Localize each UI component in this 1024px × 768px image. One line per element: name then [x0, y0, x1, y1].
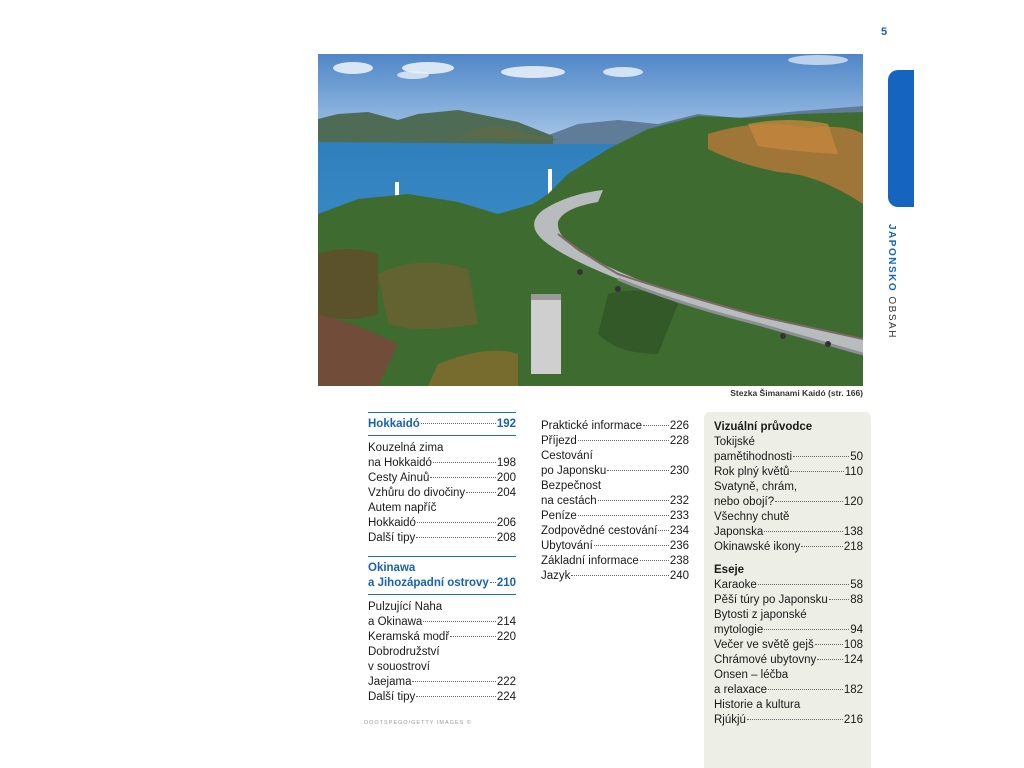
toc-entry-page: 94 — [850, 624, 863, 636]
leader-dots — [793, 456, 849, 457]
toc-entry-line: Svatyně, chrám, — [714, 481, 798, 493]
toc-entry-page: 216 — [843, 714, 863, 726]
toc-entry[interactable] — [368, 501, 516, 531]
toc-entry[interactable] — [714, 435, 863, 465]
toc-entry-title: Karaoke — [714, 579, 757, 591]
leader-dots — [758, 584, 849, 585]
leader-dots — [416, 696, 496, 697]
toc-entry-title: na cestách — [541, 495, 597, 507]
toc-entry-title: po Japonsku — [541, 465, 607, 477]
toc-entry-line: Autem napříč — [368, 502, 437, 514]
toc-entry-title: Okinawské ikony — [714, 541, 801, 553]
toc-entry-title: Chrámové ubytovny — [714, 654, 817, 666]
leader-dots — [764, 629, 849, 630]
leader-dots — [416, 537, 496, 538]
toc-entry-page: 224 — [496, 691, 516, 703]
toc-entry[interactable] — [541, 419, 689, 434]
toc-entry[interactable] — [368, 690, 516, 705]
toc-entry-line: Pulzující Naha — [368, 601, 443, 613]
toc-entry-page: 214 — [496, 616, 516, 628]
toc-entry-page: 208 — [496, 532, 516, 544]
toc-column-practical — [541, 419, 689, 584]
toc-entry[interactable] — [368, 600, 516, 630]
toc-entry-line: v souostroví — [368, 661, 430, 673]
leader-dots — [829, 599, 849, 600]
toc-entry[interactable] — [541, 434, 689, 449]
toc-entry[interactable] — [714, 593, 863, 608]
toc-entry-page: 108 — [843, 639, 863, 651]
chapter-subtitle: OBSAH — [886, 296, 897, 339]
leader-dots — [640, 560, 669, 561]
toc-entry-page: 198 — [496, 457, 516, 469]
page-number: 5 — [881, 26, 888, 38]
toc-entry-page: 228 — [669, 435, 689, 447]
toc-entry-title: Další tipy — [368, 532, 416, 544]
leader-dots — [578, 440, 669, 441]
toc-entry-page: 232 — [669, 495, 689, 507]
toc-entry[interactable] — [541, 539, 689, 554]
toc-entry[interactable] — [541, 554, 689, 569]
section-heading-title: Hokkaidó — [368, 418, 420, 430]
toc-entry[interactable] — [714, 698, 863, 728]
chapter-name: JAPONSKO — [886, 224, 897, 293]
toc-entry-title: Ubytování — [541, 540, 593, 552]
leader-dots — [817, 659, 843, 660]
toc-entry-page: 222 — [496, 676, 516, 688]
leader-dots — [643, 425, 669, 426]
toc-entry-line: Cestování — [541, 450, 593, 462]
toc-entry-title: Rok plný květů — [714, 466, 790, 478]
toc-entry-page: 218 — [843, 541, 863, 553]
leader-dots — [433, 462, 496, 463]
toc-entry-page: 88 — [850, 594, 863, 606]
photo-caption: Stezka Šimanami Kaidó (str. 166) — [730, 388, 863, 398]
bridge-landscape-image — [318, 54, 863, 386]
toc-entry-title: Jazyk — [541, 570, 571, 582]
toc-entry-line: Onsen – léčba — [714, 669, 789, 681]
toc-entry-title: na Hokkaidó — [368, 457, 432, 469]
toc-entry-page: 124 — [843, 654, 863, 666]
toc-entry-title: Keramská modř — [368, 631, 450, 643]
toc-entry-line: Historie a kultura — [714, 699, 801, 711]
toc-column-regions — [368, 412, 516, 705]
toc-entry-title: Základní informace — [541, 555, 639, 567]
toc-entry[interactable] — [368, 441, 516, 471]
toc-entry-page: 50 — [850, 451, 863, 463]
toc-entry-page: 234 — [669, 525, 689, 537]
leader-dots — [768, 689, 843, 690]
chapter-side-label — [886, 224, 897, 339]
toc-entry-title: Japonska — [714, 526, 764, 538]
toc-entry-title: Jaejama — [368, 676, 412, 688]
toc-entry-title: pamětihodnosti — [714, 451, 792, 463]
leader-dots — [801, 546, 843, 547]
leader-dots — [747, 719, 843, 720]
toc-entry-line: Bytosti z japonské — [714, 609, 807, 621]
toc-entry-title: Vzhůru do divočiny — [368, 487, 466, 499]
leader-dots — [790, 471, 843, 472]
leader-dots — [594, 545, 669, 546]
toc-entry-line: Dobrodružství — [368, 646, 440, 658]
toc-entry-page: 220 — [496, 631, 516, 643]
cover-photo — [318, 54, 863, 386]
toc-entry-page: 138 — [843, 526, 863, 538]
section-heading-page: 210 — [496, 577, 516, 589]
toc-entry-title: Další tipy — [368, 691, 416, 703]
toc-entry[interactable] — [714, 653, 863, 668]
toc-entry[interactable] — [714, 540, 863, 555]
toc-entry-page: 120 — [843, 496, 863, 508]
toc-entry-title: Cesty Ainuů — [368, 472, 430, 484]
leader-dots — [571, 575, 668, 576]
toc-entry[interactable] — [714, 465, 863, 480]
leader-dots — [598, 500, 669, 501]
toc-entry[interactable] — [714, 578, 863, 593]
leader-dots — [607, 470, 669, 471]
photo-credit: DOOTSPEGO/GETTY IMAGES © — [364, 720, 472, 726]
group-heading-visual-guide: Vizuální průvodce — [714, 421, 813, 433]
section-heading-title: a Jihozápadní ostrovy — [368, 577, 489, 589]
toc-entry[interactable] — [541, 524, 689, 539]
toc-entry-title: mytologie — [714, 624, 764, 636]
toc-entry-line: Kouzelná zima — [368, 442, 444, 454]
toc-entry[interactable] — [714, 510, 863, 540]
leader-dots — [658, 530, 668, 531]
leader-dots — [417, 522, 496, 523]
leader-dots — [421, 423, 496, 424]
leader-dots — [775, 501, 843, 502]
leader-dots — [412, 681, 495, 682]
leader-dots — [423, 621, 495, 622]
section-heading[interactable] — [368, 556, 516, 595]
leader-dots — [450, 636, 496, 637]
toc-entry-title: a relaxace — [714, 684, 768, 696]
leader-dots — [490, 582, 496, 583]
toc-entry[interactable] — [541, 569, 689, 584]
leader-dots — [466, 492, 496, 493]
toc-entry-page: 206 — [496, 517, 516, 529]
toc-entry-title: Příjezd — [541, 435, 577, 447]
chapter-tab — [888, 70, 914, 207]
toc-entry-page: 233 — [669, 510, 689, 522]
toc-entry-page: 58 — [850, 579, 863, 591]
toc-entry[interactable] — [541, 509, 689, 524]
toc-entry-page: 226 — [669, 420, 689, 432]
toc-entry[interactable] — [368, 531, 516, 546]
toc-entry[interactable] — [714, 608, 863, 638]
toc-entry-title: nebo obojí? — [714, 496, 775, 508]
toc-entry-title: Pěší túry po Japonsku — [714, 594, 828, 606]
toc-section-hokkaido — [368, 412, 516, 546]
toc-entry[interactable] — [541, 449, 689, 479]
toc-entry[interactable] — [714, 668, 863, 698]
leader-dots — [578, 515, 669, 516]
toc-entry-title: Zodpovědné cestování — [541, 525, 658, 537]
toc-entry-title: Večer ve světě gejš — [714, 639, 814, 651]
leader-dots — [815, 644, 843, 645]
toc-entry-page: 230 — [669, 465, 689, 477]
group-heading-essays: Eseje — [714, 564, 745, 576]
toc-entry-page: 240 — [669, 570, 689, 582]
toc-entry-page: 238 — [669, 555, 689, 567]
toc-entry-title: Hokkaidó — [368, 517, 416, 529]
toc-entry-line: Bezpečnost — [541, 480, 602, 492]
toc-entry[interactable] — [368, 486, 516, 501]
toc-entry-page: 200 — [496, 472, 516, 484]
toc-entry-title: Peníze — [541, 510, 577, 522]
toc-entry[interactable] — [368, 630, 516, 645]
toc-entry-page: 236 — [669, 540, 689, 552]
toc-entry[interactable] — [368, 645, 516, 690]
toc-entry-title: a Okinawa — [368, 616, 423, 628]
toc-entry-page: 110 — [844, 466, 863, 478]
leader-dots — [764, 531, 843, 532]
toc-entry[interactable] — [714, 480, 863, 510]
section-heading-page: 192 — [496, 418, 516, 430]
section-heading-line: Okinawa — [368, 562, 416, 574]
toc-entry-title: Praktické informace — [541, 420, 642, 432]
toc-entry-page: 204 — [496, 487, 516, 499]
toc-column-features-panel — [704, 412, 871, 768]
section-heading[interactable] — [368, 412, 516, 436]
toc-entry[interactable] — [541, 479, 689, 509]
toc-entry[interactable] — [368, 471, 516, 486]
toc-entry[interactable] — [714, 638, 863, 653]
toc-entry-title: Rjúkjú — [714, 714, 746, 726]
toc-section-okinawa — [368, 556, 516, 705]
toc-entry-page: 182 — [843, 684, 863, 696]
leader-dots — [430, 477, 495, 478]
toc-entry-line: Tokijské — [714, 436, 755, 448]
toc-entry-line: Všechny chutě — [714, 511, 790, 523]
